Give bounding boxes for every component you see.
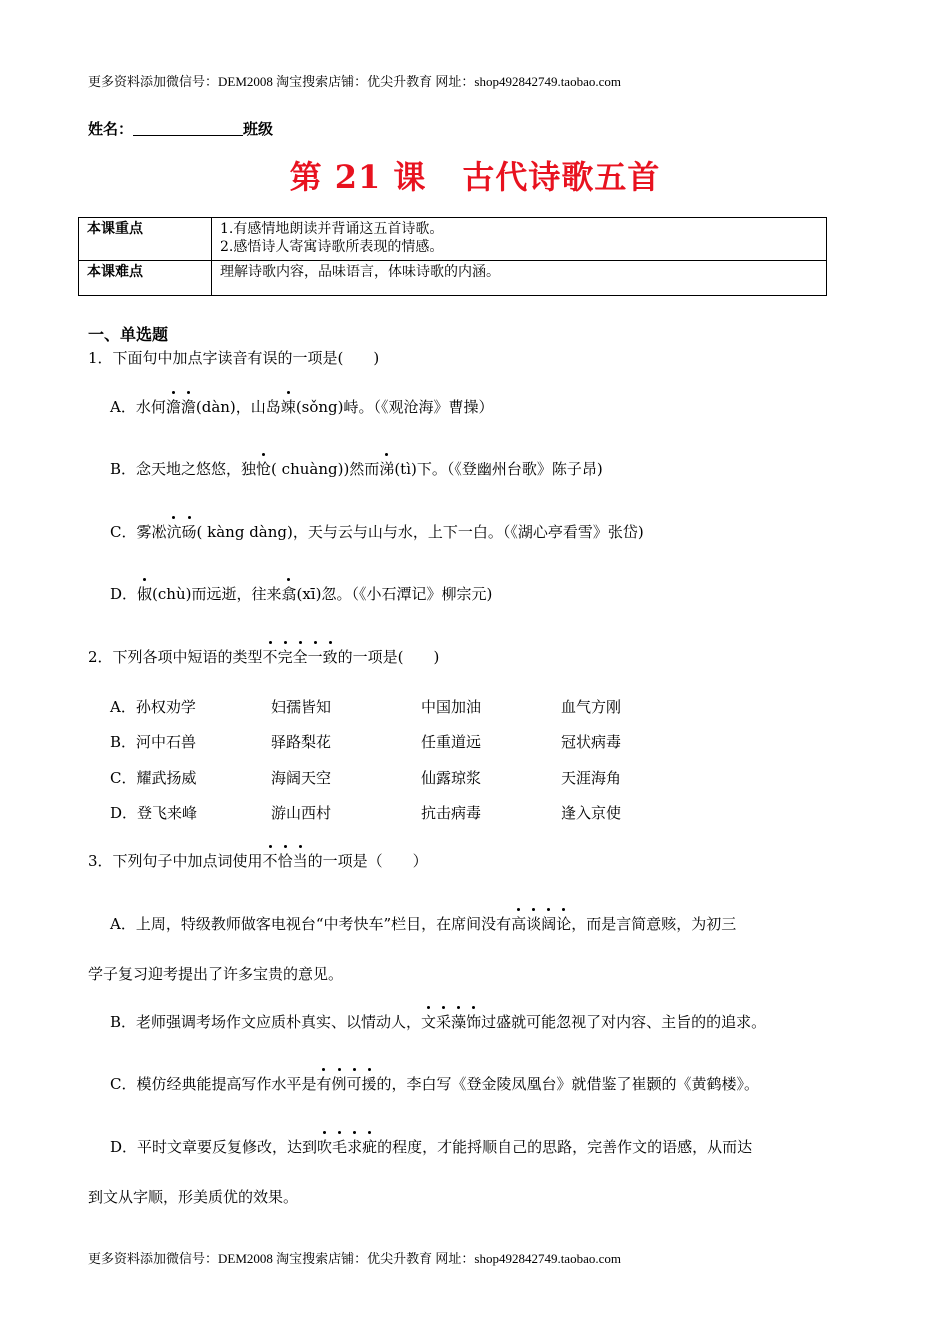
name-blank xyxy=(133,121,243,136)
emphasis-char: 毛 xyxy=(332,1138,348,1156)
emphasis-char: 沆 xyxy=(166,523,182,541)
emphasis-char: 高 xyxy=(511,915,527,933)
emphasis-char: 不 xyxy=(262,648,278,666)
emphasis-char: 怆 xyxy=(256,460,272,478)
dotted-text xyxy=(421,1013,481,1031)
emphasis-char: 澹 xyxy=(180,398,196,416)
name-line xyxy=(88,118,273,139)
q2-b-col3: 任重道远 xyxy=(421,733,482,751)
emphasis-char: 全 xyxy=(292,648,308,666)
focus-content xyxy=(212,218,827,261)
lesson-info-table xyxy=(78,217,827,296)
dotted-text xyxy=(263,852,308,870)
question-1-option-b: B．念天地之悠悠，独怆( chuàng))然而涕(tì)下。（《登幽州台歌》陈子昂) xyxy=(110,460,603,478)
q2-c-col1: C．耀武扬威 xyxy=(110,769,197,787)
emphasis-char: 可 xyxy=(346,1075,362,1093)
question-1-option-d: D．俶(chù)而远逝，往来翕(xī)忽。（《小石潭记》柳宗元) xyxy=(110,585,493,603)
q2-d-col4: 逢入京使 xyxy=(561,804,622,822)
question-3-option-c: C．模仿经典能提高写作水平是有例可援的，李白写《登金陵凤凰台》就借鉴了崔颢的《黄鹤楼》。 xyxy=(110,1075,760,1093)
dotted-text xyxy=(316,1075,376,1093)
emphasis-char: 援 xyxy=(361,1075,377,1093)
emphasis-char: 例 xyxy=(331,1075,347,1093)
footer-note: 更多资料添加微信号：DEM2008 淘宝搜索店铺：优尖升教育 网址：shop492842749.taobao.com xyxy=(88,1251,621,1266)
emphasis-char: 当 xyxy=(292,852,308,870)
dotted-text xyxy=(263,648,338,666)
dotted-text xyxy=(166,523,196,541)
question-3-stem: 3．下列句子中加点词使用不恰当的一项是（ ） xyxy=(88,852,428,870)
dotted-text xyxy=(511,915,571,933)
emphasis-char: 论 xyxy=(556,915,572,933)
emphasis-char: 采 xyxy=(436,1013,452,1031)
header-note: 更多资料添加微信号：DEM2008 淘宝搜索店铺：优尖升教育 网址：shop492842749.taobao.com xyxy=(88,74,621,89)
emphasis-char: 谈 xyxy=(526,915,542,933)
q2-d-col1: D．登飞来峰 xyxy=(110,804,198,822)
q2-c-col3: 仙露琼浆 xyxy=(421,769,482,787)
class-label: 班级 xyxy=(243,120,274,138)
q2-b-col4: 冠状病毒 xyxy=(561,733,622,751)
q2-c-col4: 天涯海角 xyxy=(561,769,622,787)
emphasis-char: 求 xyxy=(347,1138,363,1156)
difficulty-content: 理解诗歌内容，品味语言，体味诗歌的内涵。 xyxy=(212,261,827,296)
emphasis-char: 致 xyxy=(322,648,338,666)
emphasis-char: 吹 xyxy=(317,1138,333,1156)
question-3-option-b: B．老师强调考场作文应质朴真实、以情动人，文采藻饰过盛就可能忽视了对内容、主旨的的追求。 xyxy=(110,1013,767,1031)
question-1-option-c: C．雾凇沆砀( kàng dàng)，天与云与山与水，上下一白。（《湖心亭看雪》张岱) xyxy=(110,523,644,541)
q2-a-col2: 妇孺皆知 xyxy=(271,698,332,716)
focus-line-1: 1.有感情地朗读并背诵这五首诗歌。 xyxy=(220,221,444,237)
q2-b-col1: B．河中石兽 xyxy=(110,733,197,751)
question-3-option-d: D．平时文章要反复修改，达到吹毛求疵的程度，才能捋顺自己的思路，完善作文的语感，从而达 xyxy=(110,1138,753,1156)
q2-a-col3: 中国加油 xyxy=(421,698,482,716)
difficulty-label: 本课难点 xyxy=(79,261,212,296)
name-label: 姓名： xyxy=(88,120,134,138)
section-title: 一、单选题 xyxy=(88,325,169,344)
q2-d-col2: 游山西村 xyxy=(271,804,332,822)
question-1-option-a: A．水何澹澹(dàn)，山岛竦(sǒng)峙。（《观沧海》曹操） xyxy=(110,398,494,416)
table-row xyxy=(79,218,827,261)
question-3-option-a-continued: 学子复习迎考提出了许多宝贵的意见。 xyxy=(88,965,344,983)
emphasis-char: 澹 xyxy=(165,398,181,416)
dotted-text xyxy=(137,585,152,603)
emphasis-char: 完 xyxy=(277,648,293,666)
emphasis-char: 翕 xyxy=(281,585,297,603)
focus-label: 本课重点 xyxy=(79,218,212,261)
emphasis-char: 砀 xyxy=(181,523,197,541)
page-title xyxy=(0,152,950,198)
emphasis-char: 疵 xyxy=(362,1138,378,1156)
emphasis-char: 竦 xyxy=(280,398,296,416)
q2-d-col3: 抗击病毒 xyxy=(421,804,482,822)
dotted-text xyxy=(317,1138,377,1156)
focus-line-2: 2.感悟诗人寄寓诗歌所表现的情感。 xyxy=(220,239,444,255)
table-row xyxy=(79,261,827,296)
question-3-option-a: A．上周，特级教师做客电视台“中考快车”栏目，在席间没有高谈阔论，而是言简意赅，为初三 xyxy=(110,915,737,933)
emphasis-char: 有 xyxy=(316,1075,332,1093)
emphasis-char: 一 xyxy=(307,648,323,666)
q2-c-col2: 海阔天空 xyxy=(271,769,332,787)
dotted-text xyxy=(256,460,271,478)
emphasis-char: 藻 xyxy=(451,1013,467,1031)
q2-a-col1: A．孙权劝学 xyxy=(110,698,196,716)
q2-a-col4: 血气方刚 xyxy=(561,698,622,716)
dotted-text xyxy=(166,398,196,416)
title-lesson-number: 第 21 课 xyxy=(289,158,427,196)
question-1-stem: 1．下面句中加点字读音有误的一项是( ) xyxy=(88,349,380,367)
q2-b-col2: 驿路梨花 xyxy=(271,733,332,751)
emphasis-char: 俶 xyxy=(137,585,153,603)
emphasis-char: 恰 xyxy=(277,852,293,870)
emphasis-char: 不 xyxy=(262,852,278,870)
dotted-text xyxy=(379,460,394,478)
title-lesson-name: 古代诗歌五首 xyxy=(462,158,661,196)
emphasis-char: 文 xyxy=(421,1013,437,1031)
question-2-stem: 2．下列各项中短语的类型不完全一致的一项是( ) xyxy=(88,648,440,666)
emphasis-char: 阔 xyxy=(541,915,557,933)
question-3-option-d-continued: 到文从字顺，形美质优的效果。 xyxy=(88,1188,299,1206)
dotted-text xyxy=(281,398,296,416)
emphasis-char: 涕 xyxy=(379,460,395,478)
dotted-text xyxy=(281,585,296,603)
emphasis-char: 饰 xyxy=(466,1013,482,1031)
